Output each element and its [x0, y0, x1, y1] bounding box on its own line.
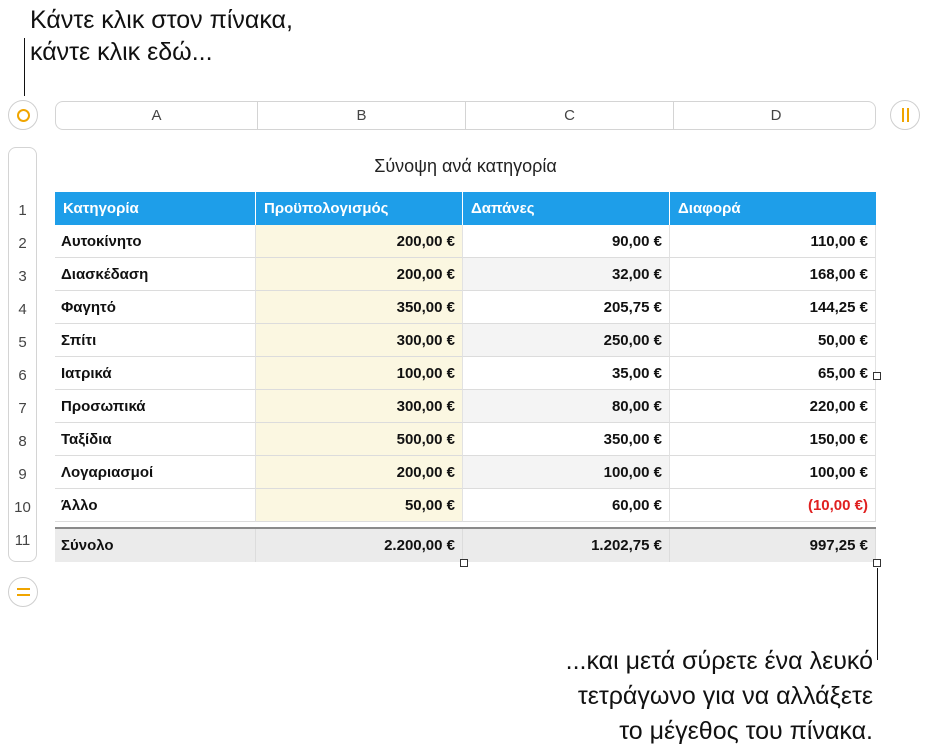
- table-cell[interactable]: 300,00 €: [256, 390, 463, 423]
- table-cell[interactable]: 200,00 €: [256, 456, 463, 489]
- row-header-5[interactable]: 5: [18, 334, 27, 351]
- callout-bottom-line2: τετράγωνο για να αλλάξετε: [577, 682, 873, 710]
- table-cell[interactable]: 220,00 €: [670, 390, 876, 423]
- table-cell-negative[interactable]: (10,00 €): [670, 489, 876, 522]
- select-table-button[interactable]: [8, 100, 38, 130]
- column-header-b[interactable]: B: [258, 102, 466, 129]
- table-cell[interactable]: Διασκέδαση: [55, 258, 256, 291]
- table-cell[interactable]: Σπίτι: [55, 324, 256, 357]
- row-header-6[interactable]: 6: [18, 367, 27, 384]
- table-row: [55, 258, 876, 291]
- row-header-3[interactable]: 3: [18, 268, 27, 285]
- table-cell[interactable]: 100,00 €: [256, 357, 463, 390]
- table-row: [55, 324, 876, 357]
- table-cell[interactable]: 350,00 €: [463, 423, 670, 456]
- header-cell-category[interactable]: Κατηγορία: [55, 192, 256, 225]
- circle-select-icon: [17, 109, 30, 122]
- callout-bottom: [566, 644, 873, 749]
- column-header-c[interactable]: C: [466, 102, 674, 129]
- table-cell[interactable]: 100,00 €: [670, 456, 876, 489]
- total-cell-label[interactable]: Σύνολο: [55, 529, 256, 562]
- resize-handle-bottom[interactable]: [460, 559, 468, 567]
- resize-handle-right[interactable]: [873, 372, 881, 380]
- table-cell[interactable]: 144,25 €: [670, 291, 876, 324]
- table-cell[interactable]: 100,00 €: [463, 456, 670, 489]
- total-cell-budget[interactable]: 2.200,00 €: [256, 529, 463, 562]
- table-header-row: [55, 192, 876, 225]
- table-cell[interactable]: 200,00 €: [256, 258, 463, 291]
- table-cell[interactable]: Φαγητό: [55, 291, 256, 324]
- row-menu-button[interactable]: [8, 577, 38, 607]
- table-row: [55, 225, 876, 258]
- row-header-1[interactable]: 1: [18, 202, 27, 219]
- total-cell-expenses[interactable]: 1.202,75 €: [463, 529, 670, 562]
- callout-top-line1: Κάντε κλικ στον πίνακα,: [30, 6, 293, 34]
- callout-top: [30, 4, 293, 68]
- callout-leader-bottom: [877, 568, 878, 660]
- table-cell[interactable]: 300,00 €: [256, 324, 463, 357]
- table-cell[interactable]: Ιατρικά: [55, 357, 256, 390]
- table-cell[interactable]: 250,00 €: [463, 324, 670, 357]
- table-row: [55, 390, 876, 423]
- header-cell-budget[interactable]: Προϋπολογισμός: [256, 192, 463, 225]
- row-header-4[interactable]: 4: [18, 301, 27, 318]
- callout-bottom-line1: ...και μετά σύρετε ένα λευκό: [565, 647, 873, 675]
- equals-bars-icon: [17, 588, 30, 596]
- row-header-bar: [8, 147, 37, 562]
- table-cell[interactable]: 65,00 €: [670, 357, 876, 390]
- row-header-10[interactable]: 10: [14, 499, 31, 516]
- header-cell-difference[interactable]: Διαφορά: [670, 192, 876, 225]
- table-cell[interactable]: Άλλο: [55, 489, 256, 522]
- row-header-11[interactable]: 11: [14, 532, 31, 549]
- pause-bars-icon: [902, 108, 909, 122]
- table-cell[interactable]: 200,00 €: [256, 225, 463, 258]
- table-cell[interactable]: 80,00 €: [463, 390, 670, 423]
- table-cell[interactable]: 168,00 €: [670, 258, 876, 291]
- table-row: [55, 423, 876, 456]
- table-cell[interactable]: 32,00 €: [463, 258, 670, 291]
- table-cell[interactable]: 50,00 €: [670, 324, 876, 357]
- resize-handle-corner[interactable]: [873, 559, 881, 567]
- table-cell[interactable]: Ταξίδια: [55, 423, 256, 456]
- column-menu-button[interactable]: [890, 100, 920, 130]
- table-cell[interactable]: Αυτοκίνητο: [55, 225, 256, 258]
- table-cell[interactable]: Λογαριασμοί: [55, 456, 256, 489]
- callout-leader-top: [24, 38, 25, 96]
- table-cell[interactable]: 90,00 €: [463, 225, 670, 258]
- table-title[interactable]: Σύνοψη ανά κατηγορία: [374, 156, 557, 176]
- table-cell[interactable]: 150,00 €: [670, 423, 876, 456]
- table-cell[interactable]: 350,00 €: [256, 291, 463, 324]
- table-cell[interactable]: 35,00 €: [463, 357, 670, 390]
- table-cell[interactable]: 500,00 €: [256, 423, 463, 456]
- table-row: [55, 489, 876, 522]
- row-header-2[interactable]: 2: [18, 235, 27, 252]
- table-cell[interactable]: 50,00 €: [256, 489, 463, 522]
- total-cell-difference[interactable]: 997,25 €: [670, 529, 876, 562]
- row-header-9[interactable]: 9: [18, 466, 27, 483]
- column-header-d[interactable]: D: [770, 107, 782, 124]
- table-cell[interactable]: 110,00 €: [670, 225, 876, 258]
- table-row: [55, 291, 876, 324]
- table-cell[interactable]: 60,00 €: [463, 489, 670, 522]
- table-total-row: [55, 527, 876, 562]
- column-header-bar: [55, 101, 876, 130]
- row-header-8[interactable]: 8: [18, 433, 27, 450]
- table-row: [55, 357, 876, 390]
- callout-top-line2: κάντε κλικ εδώ...: [30, 38, 213, 66]
- table-cell[interactable]: 205,75 €: [463, 291, 670, 324]
- table-cell[interactable]: Προσωπικά: [55, 390, 256, 423]
- callout-bottom-line3: το μέγεθος του πίνακα.: [619, 717, 873, 745]
- table-row: [55, 456, 876, 489]
- header-cell-expenses[interactable]: Δαπάνες: [463, 192, 670, 225]
- column-header-a[interactable]: A: [56, 102, 258, 129]
- row-header-7[interactable]: 7: [18, 400, 27, 417]
